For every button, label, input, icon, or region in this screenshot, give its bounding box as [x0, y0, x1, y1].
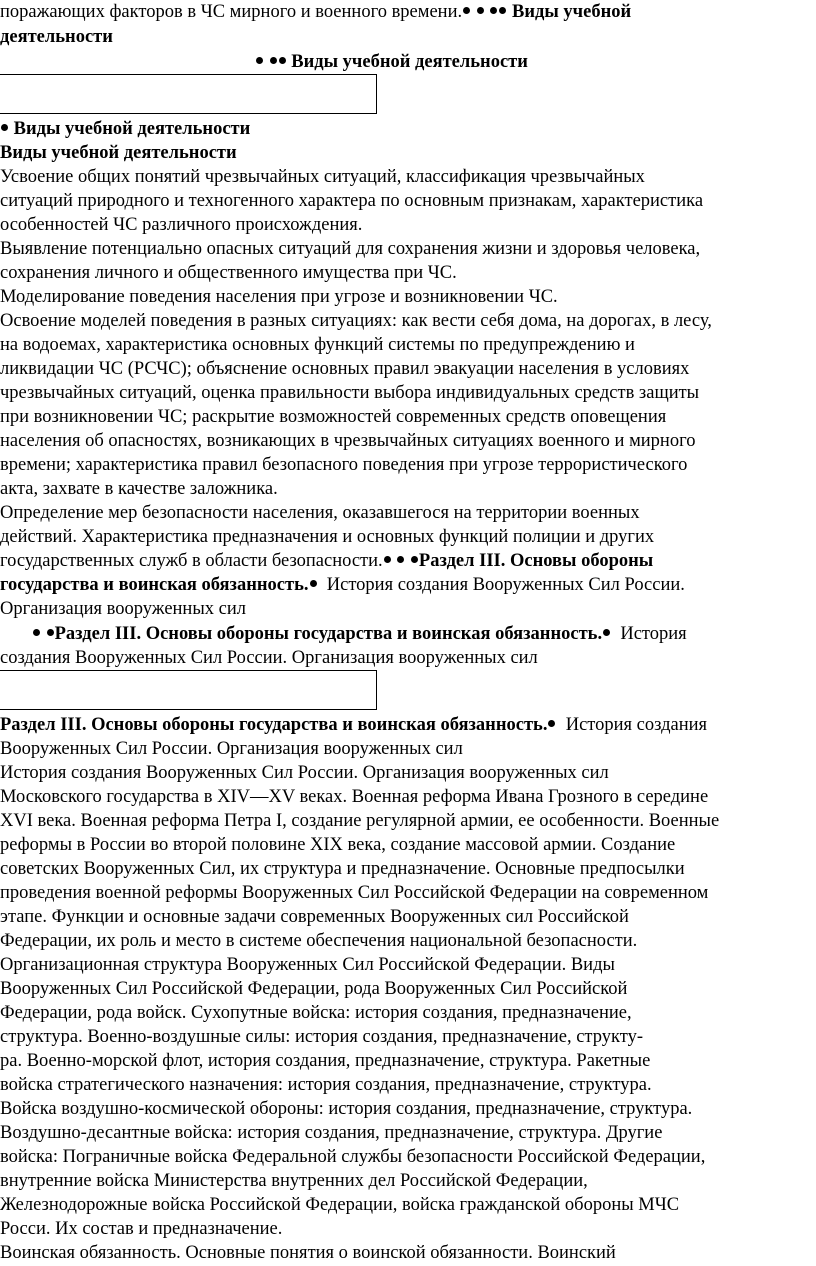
paragraph-line: XVI века. Военная реформа Петра I, создание регулярной армии, ее особенности. Военные [0, 811, 720, 831]
bullet-icon [603, 629, 610, 636]
paragraph-line-mixed [0, 549, 653, 573]
paragraph-line: при возникновении ЧС; раскрытие возможностей современных средств оповещения [0, 407, 667, 427]
section-title-bold: Раздел III. Основы обороны государства и воинская обязанность. [0, 715, 548, 735]
section-title-bold: Раздел III. Основы обороны [418, 551, 654, 571]
paragraph-text: государственных служб в области безопасности. [0, 551, 383, 571]
bullet-heading-text: Виды учебной деятельности [13, 119, 251, 139]
paragraph-line: Железнодорожные войска Российской Федерации, войска гражданской обороны МЧС [0, 1195, 680, 1215]
top-line-1 [0, 0, 631, 24]
paragraph-line: История создания Вооруженных Сил России. Организация вооруженных сил [0, 763, 609, 783]
paragraph-line: времени; характеристика правил безопасного поведения при угрозе террористического [0, 455, 688, 475]
paragraph-line: населения об опасностях, возникающих в чрезвычайных ситуациях военного и мирного [0, 431, 696, 451]
paragraph-text: История создания Вооруженных Сил России. [326, 575, 685, 595]
bullet-icon [384, 556, 391, 563]
paragraph-line: Усвоение общих понятий чрезвычайных ситуаций, классификация чрезвычайных [0, 167, 645, 187]
paragraph-line: Воздушно-десантные войска: история создания, предназначение, структура. Другие [0, 1123, 663, 1143]
section-title-bold: государства и воинская обязанность. [0, 575, 309, 595]
paragraph-line: ликвидации ЧС (РСЧС); объяснение основных правил эвакуации населения в условиях [0, 359, 690, 379]
paragraph-line: войска: Пограничные войска Федеральной службы безопасности Российской Федерации, [0, 1147, 706, 1167]
top-line-1-bold: Виды учебной [512, 2, 632, 22]
paragraph-line: Московского государства в XIV—XV веках. Военная реформа Ивана Грозного в середине [0, 787, 709, 807]
paragraph-line: Организация вооруженных сил [0, 599, 246, 619]
bullet-heading [0, 117, 250, 141]
paragraph-line: Определение мер безопасности населения, оказавшегося на территории военных [0, 503, 640, 523]
bullet-icon [279, 57, 286, 64]
top-line-2: деятельности [0, 27, 113, 47]
paragraph-line: проведения военной реформы Вооруженных Сил Российской Федерации на современном [0, 883, 709, 903]
bullet-icon [411, 556, 418, 563]
paragraph-line: внутренние войска Министерства внутренних дел Российской Федерации, [0, 1171, 588, 1191]
paragraph-line: Выявление потенциально опасных ситуаций для сохранения жизни и здоровья человека, [0, 239, 701, 259]
paragraph-line: Организационная структура Вооруженных Сил Российской Федерации. Виды [0, 955, 615, 975]
bullet-icon [1, 124, 8, 131]
paragraph-line: советских Вооруженных Сил, их структура и предназначение. Основные предпосылки [0, 859, 685, 879]
paragraph-line: Моделирование поведения населения при угрозе и возникновении ЧС. [0, 287, 558, 307]
bullet-icon [548, 720, 555, 727]
paragraph-line: Федерации, рода войск. Сухопутные войска: история создания, предназначение, [0, 1003, 632, 1023]
top-line-1-text: поражающих факторов в ЧС мирного и военного времени. [0, 2, 463, 22]
paragraph-line: акта, захвате в качестве заложника. [0, 479, 278, 499]
paragraph-line: Войска воздушно-космической обороны: история создания, предназначение, структура. [0, 1099, 693, 1119]
bullet-icon [477, 7, 484, 14]
bullet-icon [310, 580, 317, 587]
paragraph-line: сохранения личного и общественного имущества при ЧС. [0, 263, 457, 283]
bullet-icon [33, 629, 40, 636]
paragraph-line: Росси. Их состав и предназначение. [0, 1219, 283, 1239]
paragraph-line: этапе. Функции и основные задачи современных Вооруженных сил Российской [0, 907, 629, 927]
paragraph-text: История создания [565, 715, 708, 735]
paragraph-line: Вооруженных Сил Российской Федерации, рода Вооруженных Сил Российской [0, 979, 628, 999]
section-heading-line [0, 713, 707, 737]
paragraph-text: История [620, 624, 687, 644]
paragraph-line: на водоемах, характеристика основных функций системы по предупреждению и [0, 335, 635, 355]
bullet-icon [397, 556, 404, 563]
paragraph-line: особенностей ЧС различного происхождения. [0, 215, 363, 235]
paragraph-line: ра. Военно-морской флот, история создания, предназначение, структура. Ракетные [0, 1051, 651, 1071]
paragraph-line: действий. Характеристика предназначения и основных функций полиции и других [0, 527, 655, 547]
paragraph-line: Воинская обязанность. Основные понятия о воинской обязанности. Воинский [0, 1243, 616, 1263]
paragraph-line: структура. Военно-воздушные силы: история создания, предназначение, структу- [0, 1027, 643, 1047]
paragraph-line: чрезвычайных ситуаций, оценка правильности выбора индивидуальных средств защиты [0, 383, 700, 403]
centered-heading-text: Виды учебной деятельности [291, 52, 528, 72]
paragraph-line: Федерации, их роль и место в системе обеспечения национальной безопасности. [0, 931, 638, 951]
section-heading: Виды учебной деятельности [0, 143, 237, 163]
bullet-icon [490, 7, 497, 14]
bullet-icon [463, 7, 470, 14]
section-title-bold: Раздел III. Основы обороны государства и воинская обязанность. [54, 624, 603, 644]
paragraph-line: реформы в России во второй половине XIX века, создание массовой армии. Создание [0, 835, 676, 855]
empty-frame-2 [0, 670, 377, 710]
paragraph-line: Вооруженных Сил России. Организация вооруженных сил [0, 739, 463, 759]
paragraph-line-mixed [0, 573, 685, 597]
centered-heading [255, 50, 528, 74]
bullet-icon [47, 629, 54, 636]
indented-heading [32, 622, 687, 646]
paragraph-line: войска стратегического назначения: история создания, предназначение, структура. [0, 1075, 652, 1095]
bullet-icon [270, 57, 277, 64]
empty-frame-1 [0, 74, 377, 114]
bullet-icon [256, 57, 263, 64]
paragraph-line: ситуаций природного и техногенного характера по основным признакам, характеристика [0, 191, 704, 211]
paragraph-line: создания Вооруженных Сил России. Организация вооруженных сил [0, 648, 538, 668]
paragraph-line: Освоение моделей поведения в разных ситуациях: как вести себя дома, на дорогах, в лесу, [0, 311, 712, 331]
bullet-icon [499, 7, 506, 14]
